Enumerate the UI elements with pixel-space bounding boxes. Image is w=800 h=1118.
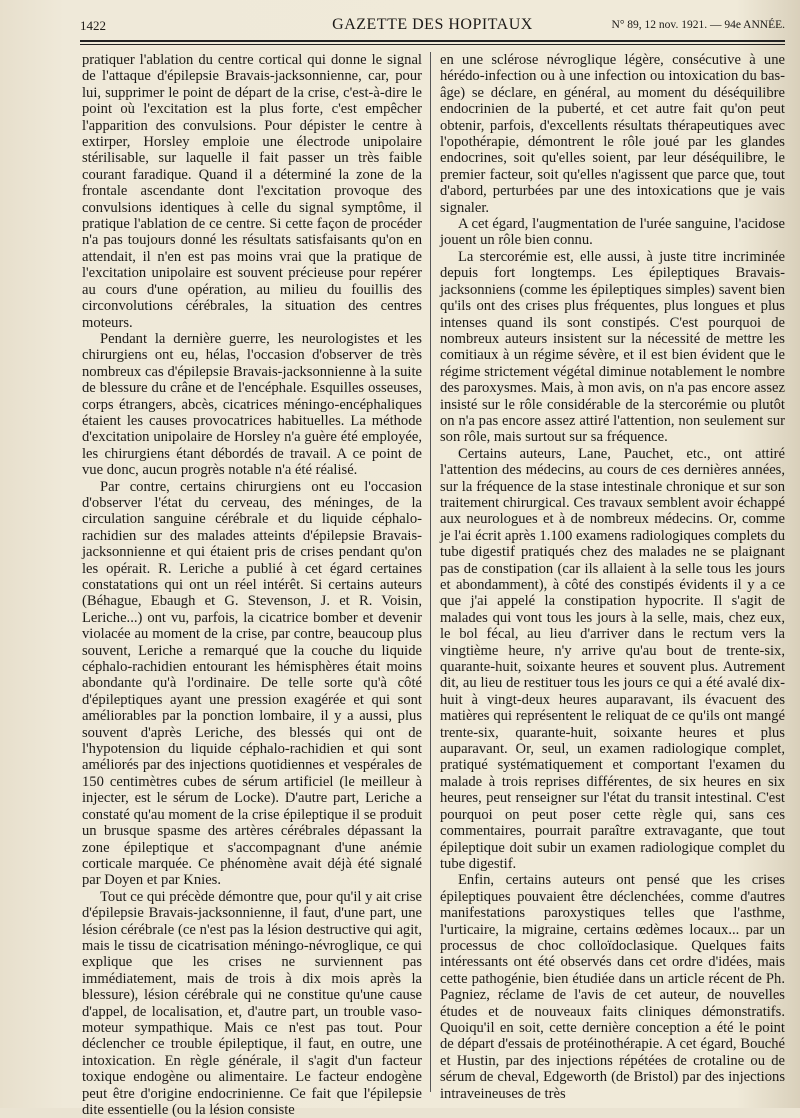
journal-title: GAZETTE DES HOPITAUX <box>332 16 533 33</box>
issue-info: N° 89, 12 nov. 1921. — 94e ANNÉE. <box>611 19 785 31</box>
left-column <box>82 52 422 1118</box>
paragraph: Enfin, certains auteurs ont pensé que les crises épileptiques pouvaient être déclenchées, comme d'autres manifestations paroxystiques telles que l'asthme, l'urticaire, la migraine, certains œdèmes locaux... par un processus de choc colloïdoclasique. Quelques faits intéressants ont été observés dans cet ordre d'idées, mais cette pathogénie, bien étudiée dans un article récent de Ph. Pagniez, réclame de l'avis de cet auteur, de nouvelles études et de nouveaux faits cliniques démonstratifs. Quoiqu'il en soit, cette dernière conception a été le point de départ d'essais de protéinothérapie. A cet égard, Bouché et Hustin, par des injections répétées de crotaline ou de sérum de cheval, Edgeworth (de Bristol) par des injections intraveineuses de très <box>440 872 785 1102</box>
paragraph: pratiquer l'ablation du centre cortical qui donne le signal de l'attaque d'épilepsie Bravais-jacksonnienne, car, pour lui, supprimer le point de départ de la crise, c'est-à-dire le point où l'excitation est la plus forte, c'est empêcher l'apparition des convulsions. Pour dépister le centre à extirper, Horsley emploie une électrode unipolaire stérilisable, sur laquelle il fait passer un très faible courant faradique. Quand il a déterminé la zone de la frontale ascendante dont l'excitation provoque des convulsions identiques à celle du signal symptôme, il pratique l'ablation de ce centre. Si cette façon de procéder n'a pas toujours donné les résultats satisfaisants qu'on en attendait, il n'en est pas moins vrai que la pratique de l'excitation unipolaire est souvent précieuse pour repérer au cours d'une opération, au milieu du fouillis des circonvolutions cérébrales, la situation des centres moteurs. <box>82 52 422 331</box>
page-number: 1422 <box>80 18 106 33</box>
paragraph: Pendant la dernière guerre, les neurologistes et les chirurgiens ont eu, hélas, l'occasion d'observer de très nombreux cas d'épilepsie Bravais-jacksonnienne à la suite de blessure du crâne et de l'encéphale. Esquilles osseuses, corps étrangers, abcès, cicatrices méningo-encéphaliques étaient les causes provocatrices habituelles. La méthode d'excitation unipolaire de Horsley n'a guère été employée, les chirurgiens étant débordés de travail. A ce point de vue donc, aucun progrès notable n'a été réalisé. <box>82 330 422 479</box>
paragraph: A cet égard, l'augmentation de l'urée sanguine, l'acidose jouent un rôle bien connu. <box>440 216 785 249</box>
column-divider <box>430 52 431 1092</box>
paragraph: Par contre, certains chirurgiens ont eu l'occasion d'observer l'état du cerveau, des méninges, de la circulation sanguine cérébrale et du liquide céphalo-rachidien sur des malades atteints d'épilepsie Bravais-jacksonnienne et qui étaient pris de crises pendant qu'on les opérait. R. Leriche a publié à cet égard certaines constatations qui ont un réel intérêt. Si certains auteurs (Béhague, Ebaugh et G. Stevenson, J. et R. Voisin, Leriche...) ont vu, parfois, la cicatrice bomber et devenir violacée au moment de la crise, par contre, beaucoup plus souvent, Leriche a remarqué que la couche du liquide céphalo-rachidien entourant les hémisphères était moins abondante qu'à l'ordinaire. De telle sorte qu'à côté d'épileptiques ayant une pression exagérée et qui sont améliorables par la ponction lombaire, il y a aussi, plus souvent d'après Leriche, des blessés qui ont de l'hypotension du liquide céphalo-rachidien et qui sont améliorés par des injections quotidiennes et vespérales de 150 centimètres cubes de sérum artificiel (le meilleur à injecter, est le sérum de Locke). D'autre part, Leriche a constaté qu'au moment de la crise épileptique il se produit un brusque spasme des artères cérébrales dépassant la zone épileptique et s'accompagnant d'une anémie corticale marquée. Ce phénomène avait déjà été signalé par Doyen et par Knies. <box>82 478 422 889</box>
right-column <box>440 52 785 1102</box>
header-rule-thin <box>80 44 785 45</box>
page-header <box>80 16 785 38</box>
paragraph: Certains auteurs, Lane, Pauchet, etc., ont attiré l'attention des médecins, au cours de ces dernières années, sur la fréquence de la stase intestinale chronique et sur son traitement chirurgical. Ces travaux semblent avoir échappé aux neurologues et à de nombreux médecins. Or, comme je l'ai écrit après 1.100 examens radiologiques complets du tube digestif pratiqués chez des malades ne se plaignant pas de constipation (car ils allaient à la selle tous les jours et abondamment), à côté des constipés évidents il y a ce que j'ai appelé la constipation hypocrite. Il s'agit de malades qui vont tous les jours à la selle, mais, chez eux, le bol fécal, au lieu d'arriver dans le rectum vers la vingtième heure, n'y arrive qu'au bout de trente-six, quarante-huit, soixante heures et souvent plus. Autrement dit, au lieu de restituer tous les jours ce qui a été avalé dix-huit à vingt-deux heures auparavant, ils évacuent des matières qui représentent le reliquat de ce qu'ils ont mangé trente-six, quarante-huit, soixante heures et plus auparavant. Or, seul, un examen radiologique complet, pratiqué systématiquement et comportant l'examen du malade à trois reprises différentes, de six heures en six heures, peut renseigner sur l'état du transit intestinal. C'est pourquoi on peut poser cette règle qui, sans ces commentaires, pourrait paraître extravagante, que tout épileptique doit subir un examen radiologique complet du tube digestif. <box>440 445 785 872</box>
paragraph: La stercorémie est, elle aussi, à juste titre incriminée depuis fort longtemps. Les épileptiques Bravais-jacksonniens (comme les épileptiques simples) savent bien qu'ils ont des crises plus fréquentes, plus longues et plus intenses quand ils sont constipés. C'est pourquoi de nombreux auteurs insistent sur la nécessité de mettre les comitiaux à un régime sévère, et il est bien évident que le régime strictement végétal diminue notablement le nombre des paroxysmes. Mais, à mon avis, on n'a pas encore assez insisté sur le rôle considérable de la stercorémie ou plutôt on n'a pas encore assez attiré l'attention, non seulement sur son rôle, mais surtout sur sa fréquence. <box>440 248 785 446</box>
header-rule-thick <box>80 40 785 42</box>
paragraph: Tout ce qui précède démontre que, pour qu'il y ait crise d'épilepsie Bravais-jacksonnienne, il faut, d'une part, une lésion cérébrale (ce n'est pas la lésion destructive qui agit, mais le tissu de cicatrisation méningo-névroglique, ce qui explique que les crises ne surviennent pas immédiatement, mais de trois à dix mois après la blessure), lésion cérébrale qui ne constitue qu'une cause d'appel, de localisation, et, d'autre part, un trouble vaso-moteur sympathique. Mais ce n'est pas tout. Pour déclencher ce trouble épileptique, il faut, en outre, une intoxication. En règle générale, il s'agit d'un facteur toxique endogène ou alimentaire. Le facteur endogène peut être d'origine endocrinienne. Ce fait que l'épilepsie dite essentielle (ou la lésion consiste <box>82 888 422 1118</box>
paragraph: en une sclérose névroglique légère, consécutive à une hérédo-infection ou à une infection ou intoxication du bas-âge) se déclare, en général, au moment du déséquilibre endocrinien de la puberté, et cet autre fait qu'on peut obtenir, parfois, d'excellents résultats thérapeutiques avec l'opothérapie, démontrent le rôle joué par les glandes endocrines, soit qu'elles soient, par leur déséquilibre, le premier facteur, soit qu'elles n'agissent que parce que, tout d'abord, perturbées par une des intoxications que je vais signaler. <box>440 52 785 216</box>
